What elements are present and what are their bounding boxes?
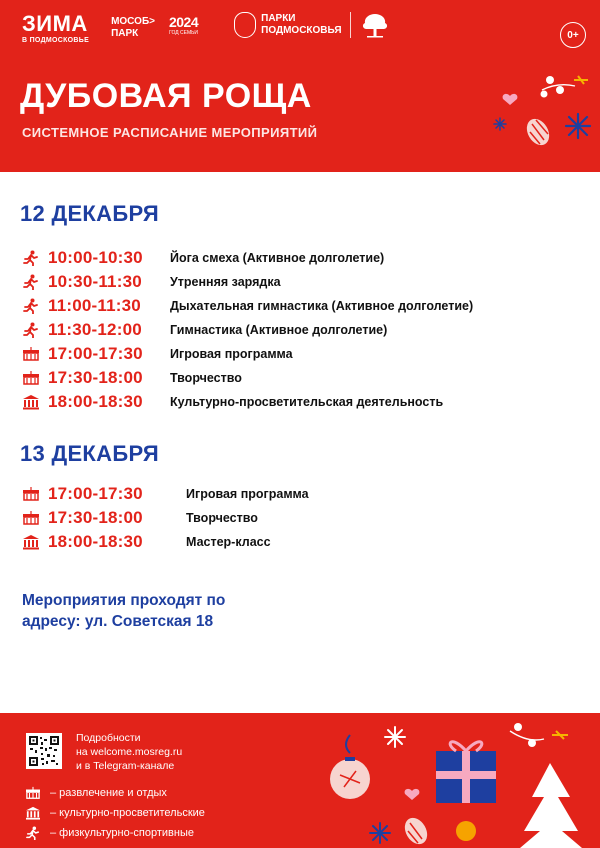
day-heading: 12 ДЕКАБРЯ xyxy=(20,201,159,226)
event-time: 17:30-18:00 xyxy=(48,508,143,527)
schedule-row xyxy=(22,294,473,318)
sport-icon xyxy=(22,322,40,338)
legend-item xyxy=(24,803,205,823)
year-logo-text: 2024 xyxy=(168,14,199,30)
schedule-row xyxy=(22,318,473,342)
schedule-row xyxy=(22,246,473,270)
event-name: Йога смеха (Активное долголетие) xyxy=(170,251,385,265)
year-of-family-logo xyxy=(169,14,198,37)
event-name: Утренняя зарядка xyxy=(170,275,281,289)
event-address: Мероприятия проходят по адресу: ул. Советская 18 xyxy=(22,592,226,630)
event-time: 10:00-10:30 xyxy=(48,248,143,267)
page-title: ДУБОВАЯ РОЩА xyxy=(20,77,312,115)
event-name: Мастер-класс xyxy=(186,535,271,549)
schedule-row xyxy=(22,482,309,506)
schedule-row xyxy=(22,390,473,414)
schedule-row xyxy=(22,506,309,530)
schedule-row xyxy=(22,270,473,294)
culture-icon xyxy=(22,394,40,410)
event-time: 17:30-18:00 xyxy=(48,368,143,387)
sport-icon xyxy=(22,250,40,266)
winter-decoration-icon xyxy=(320,713,600,848)
event-name: Дыхательная гимнастика (Активное долголетие) xyxy=(170,299,474,313)
schedule-list-day-1 xyxy=(22,246,473,414)
event-time: 11:00-11:30 xyxy=(48,296,141,315)
partner-logos xyxy=(22,12,391,52)
legend-label: – культурно-просветительские xyxy=(50,807,205,819)
legend xyxy=(24,783,205,843)
legend-item xyxy=(24,783,205,803)
age-rating-badge: 0+ xyxy=(560,22,586,48)
event-name: Гимнастика (Активное долголетие) xyxy=(170,323,388,337)
schedule-list-day-2 xyxy=(22,482,309,554)
entertainment-icon xyxy=(22,486,40,502)
year-logo-sub: ГОД СЕМЬИ xyxy=(169,30,199,36)
event-time: 18:00-18:30 xyxy=(48,392,143,411)
event-time: 17:00-17:30 xyxy=(48,344,143,363)
event-name: Творчество xyxy=(186,511,258,525)
logo-divider xyxy=(350,12,351,38)
culture-icon xyxy=(22,534,40,550)
oak-tree-icon xyxy=(359,10,391,40)
schedule-row xyxy=(22,366,473,390)
zima-logo-title: ЗИМА xyxy=(22,11,88,36)
event-name: Культурно-просветительская деятельность xyxy=(170,395,444,409)
sport-icon xyxy=(22,274,40,290)
culture-icon xyxy=(24,806,42,820)
legend-label: – развлечение и отдых xyxy=(50,787,167,799)
winter-decoration-icon xyxy=(480,62,595,162)
parks-logo xyxy=(234,12,341,38)
legend-item xyxy=(24,823,205,843)
entertainment-icon xyxy=(22,370,40,386)
sport-icon xyxy=(22,298,40,314)
event-name: Игровая программа xyxy=(186,487,309,501)
legend-label: – физкультурно-спортивные xyxy=(50,827,194,839)
header-banner xyxy=(0,0,600,172)
event-name: Творчество xyxy=(170,371,242,385)
day-heading: 13 ДЕКАБРЯ xyxy=(20,441,159,466)
entertainment-icon xyxy=(22,346,40,362)
schedule-row xyxy=(22,530,309,554)
event-time: 17:00-17:30 xyxy=(48,484,143,503)
zima-logo xyxy=(22,12,89,44)
entertainment-icon xyxy=(24,786,42,800)
schedule-row xyxy=(22,342,473,366)
parks-logo-text: ПАРКИ ПОДМОСКОВЬЯ xyxy=(261,13,342,36)
footer-banner xyxy=(0,713,600,848)
entertainment-icon xyxy=(22,510,40,526)
details-text: Подробности на welcome.mosreg.ru и в Telegram-канале xyxy=(76,732,183,772)
mosoblpark-logo: МОСОБ> ПАРК xyxy=(111,16,155,39)
event-time: 10:30-11:30 xyxy=(48,272,142,291)
sport-icon xyxy=(24,826,42,840)
qr-code-icon[interactable] xyxy=(26,733,62,769)
event-name: Игровая программа xyxy=(170,347,293,361)
event-time: 11:30-12:00 xyxy=(48,320,142,339)
page-subtitle: СИСТЕМНОЕ РАСПИСАНИЕ МЕРОПРИЯТИЙ xyxy=(22,125,318,140)
parks-emblem-icon xyxy=(234,12,256,38)
event-time: 18:00-18:30 xyxy=(48,532,143,551)
zima-logo-subtitle: В ПОДМОСКОВЬЕ xyxy=(22,37,90,44)
